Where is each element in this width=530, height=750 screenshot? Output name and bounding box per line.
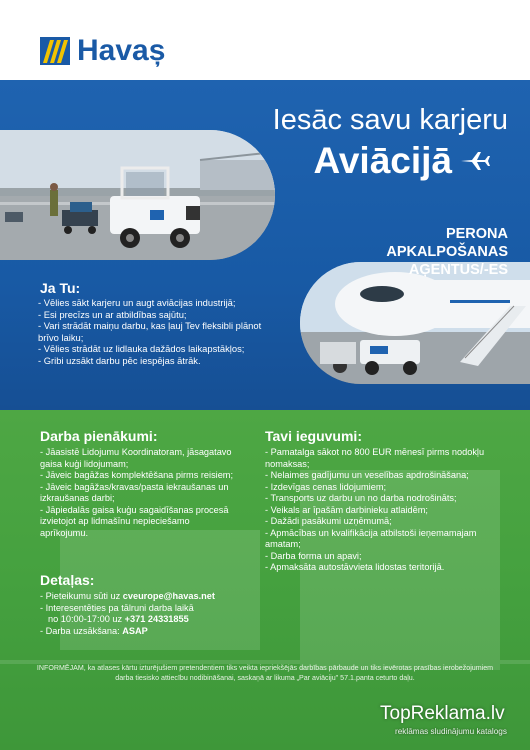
list-item: - Jāveic bagāžas komplektēšana pirms reisiem; bbox=[40, 470, 234, 480]
email-link[interactable]: cveurope@havas.net bbox=[122, 591, 215, 601]
list-item: - Apmācības un kvalifikācija atbilstoši ieņemamajam amatam; bbox=[265, 527, 477, 549]
list-item bbox=[40, 626, 260, 638]
list-item: - Gribi uzsākt darbu pēc iespējas ātrāk. bbox=[38, 354, 201, 366]
headline-line-1: Iesāc savu karjeru bbox=[272, 104, 508, 136]
start-date-value: ASAP bbox=[122, 625, 148, 636]
airplane-icon bbox=[460, 150, 490, 172]
job-position-text: PERONA APKALPOŠANAS AĢENTUS/-ES bbox=[386, 226, 508, 278]
havas-logo bbox=[40, 34, 165, 68]
list-item: - Vari strādāt maiņu darbu, kas ļauj Tev fleksibli plānot brīvo laiku; bbox=[38, 320, 262, 343]
job-position-title bbox=[338, 225, 508, 279]
list-item bbox=[40, 614, 260, 626]
phone-number: +371 24331855 bbox=[124, 614, 189, 624]
list-item: - Jāpiedalās gaisa kuģu sagaidīšanas procesā izvietojot ap lidmašīnu nepieciešamo aprīkojumu. bbox=[40, 504, 229, 538]
headline-line-2 bbox=[314, 140, 491, 182]
ja-tu-list bbox=[38, 297, 268, 367]
detalas-heading: Detaļas: bbox=[40, 572, 95, 588]
list-item: - Vēlies strādāt uz lidlauka dažādos laikapstākļos; bbox=[38, 343, 245, 355]
list-item: - Interesentēties pa tālruni darba laikā bbox=[40, 602, 194, 613]
headline-aviacija: Aviācijā bbox=[313, 140, 452, 181]
baggage-tractor-photo bbox=[0, 130, 275, 260]
list-item bbox=[40, 591, 260, 603]
brand-name: Havaș bbox=[77, 34, 166, 67]
list-item: - Darba forma un apavi; bbox=[265, 550, 362, 561]
list-item: - Izdevīgas cenas lidojumiem; bbox=[265, 481, 387, 492]
header bbox=[0, 0, 530, 80]
list-item: - Pamatalga sākot no 800 EUR mēnesī pirms nodokļu nomaksas; bbox=[265, 447, 485, 469]
detail-text: - Darba uzsākšana: bbox=[40, 625, 123, 636]
havas-logo-mark-icon bbox=[40, 37, 70, 65]
darba-pienakumi-list bbox=[40, 447, 240, 539]
detalas-list bbox=[40, 591, 260, 637]
list-item: - Nelaimes gadījumu un veselības apdrošināšana; bbox=[265, 470, 469, 480]
list-item: - Jāveic bagāžas/kravas/pasta iekraušanas un izkraušanas darbi; bbox=[40, 481, 229, 503]
list-item: - Esi precīzs un ar atbildības sajūtu; bbox=[38, 308, 187, 320]
watermark-subtitle: reklāmas sludinājumu katalogs bbox=[395, 727, 507, 736]
watermark-title: TopReklama.lv bbox=[380, 703, 505, 724]
list-item: - Apmaksāta autostāvvieta lidostas teritorijā. bbox=[265, 562, 445, 572]
tavi-ieguvumi-heading: Tavi ieguvumi: bbox=[265, 428, 362, 444]
tavi-ieguvumi-list bbox=[265, 447, 490, 574]
detail-text: - Pieteikumu sūti uz bbox=[40, 591, 123, 601]
list-item: - Veikals ar īpašām darbinieku atlaidēm; bbox=[265, 504, 428, 515]
list-item: - Vēlies sākt karjeru un augt aviācijas industrijā; bbox=[38, 297, 236, 308]
darba-pienakumi-heading: Darba pienākumi: bbox=[40, 428, 158, 444]
ja-tu-heading: Ja Tu: bbox=[40, 280, 81, 296]
list-item: - Dažādi pasākumi uzņēmumā; bbox=[265, 516, 392, 526]
list-item: - Jāasistē Lidojumu Koordinatoram, jāsagatavo gaisa kuģi lidojumam; bbox=[40, 447, 232, 469]
list-item: - Transports uz darbu un no darba nodrošināts; bbox=[265, 493, 457, 503]
aircraft-photo bbox=[300, 262, 530, 384]
detail-text: no 10:00-17:00 uz bbox=[48, 614, 125, 624]
legal-footnote: INFORMĒJAM, ka atlases kārtu izturējušiem pretendentiem tiks veikta iepriekšējās darbības pārbaude un tiks ievērotas prasības ierobežojumiem darba tiesisko attiecību nodibināšanai, saskaņā ar likuma „Par aviāciju" 57.1.panta ceturto daļu. bbox=[36, 664, 494, 682]
